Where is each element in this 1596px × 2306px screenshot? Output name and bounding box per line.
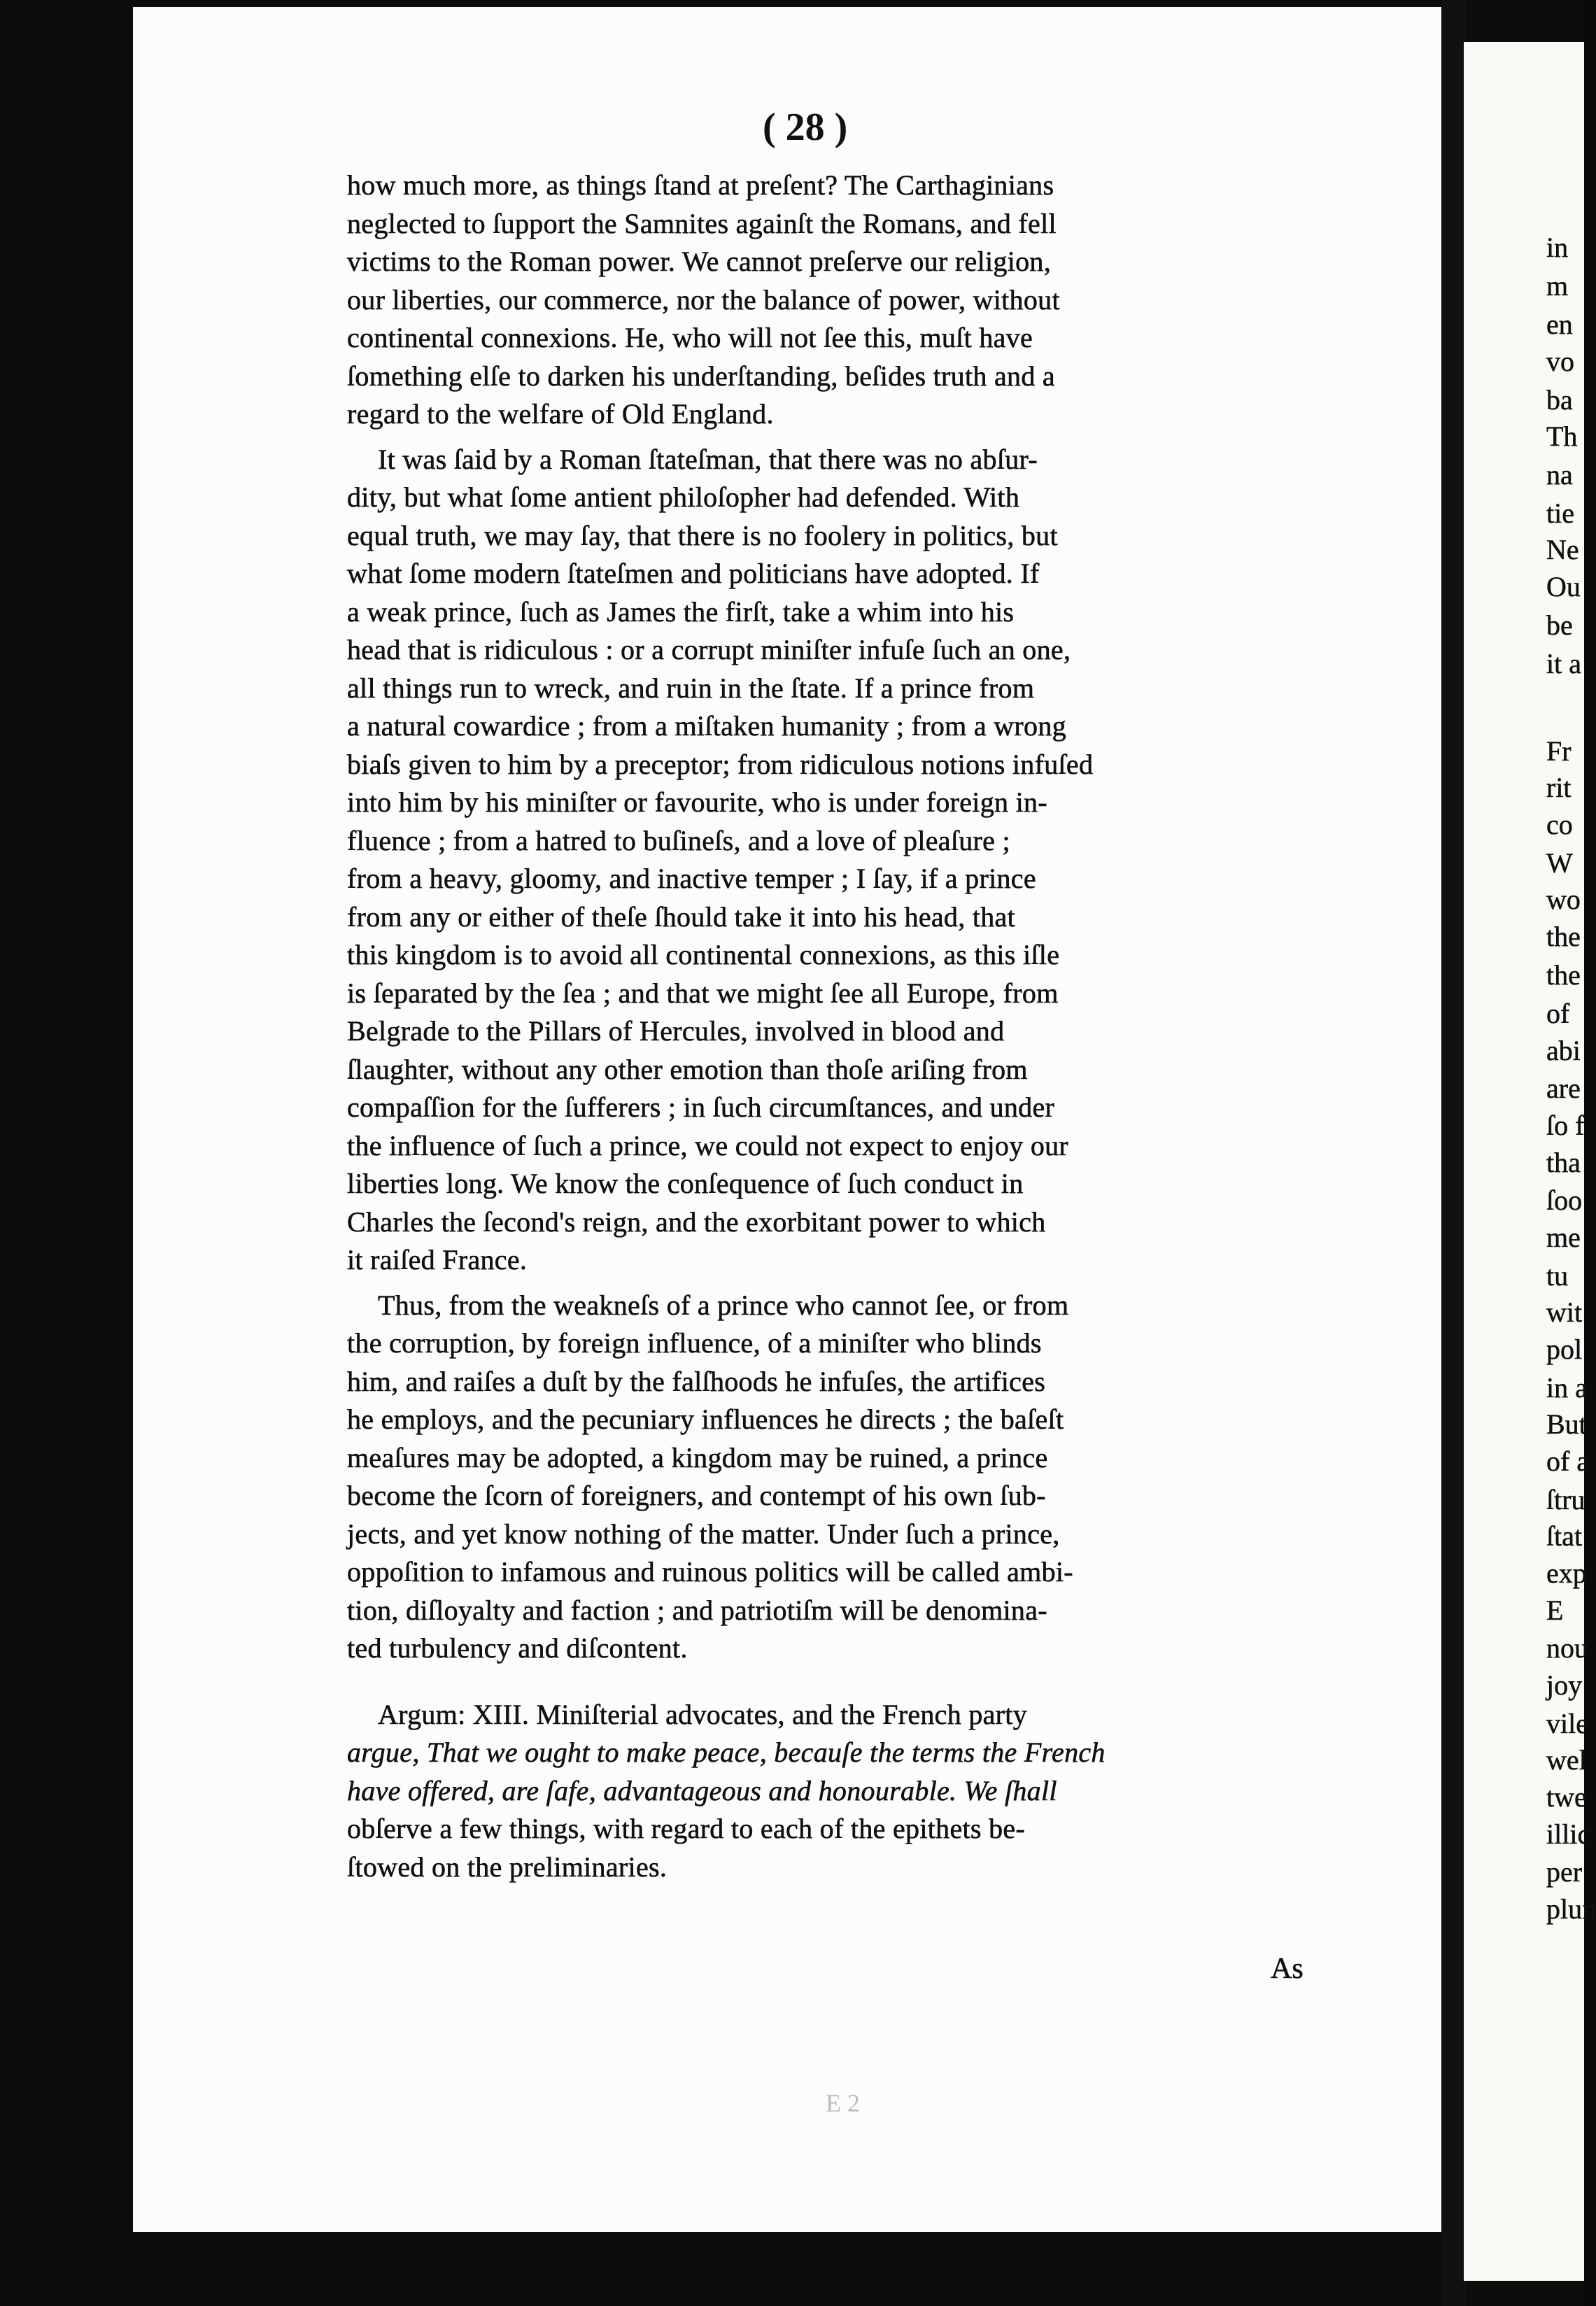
paragraph <box>347 1696 1334 1887</box>
text-line: obſerve a few things, with regard to each of the epithets be- <box>347 1813 1026 1844</box>
right-page-fragment: m <box>1546 270 1569 302</box>
right-page-fragment: ſo f <box>1546 1110 1585 1141</box>
text-line: head that is ridiculous : or a corrupt miniſter infuſe ſuch an one, <box>347 634 1071 665</box>
text-line: regard to the welfare of Old England. <box>347 398 774 430</box>
text-line: tion, diſloyalty and faction ; and patriotiſm will be denomina- <box>347 1594 1047 1626</box>
text-line: fluence ; from a hatred to buſineſs, and a love of pleaſure ; <box>347 824 1010 856</box>
text-line: Charles the ſecond's reign, and the exorbitant power to which <box>347 1205 1046 1238</box>
right-page-fragment: ſoo <box>1546 1184 1583 1216</box>
right-page-fragment: en <box>1546 309 1573 340</box>
text-line: have offered, are ſafe, advantageous and honourable. We ſhall <box>347 1774 1057 1806</box>
right-page-fragment: co <box>1546 809 1573 840</box>
text-line: dity, but what ſome antient philoſopher had defended. With <box>347 481 1020 513</box>
text-line: into him by his miniſter or favourite, who is under foreign in- <box>347 786 1047 818</box>
text-line: a weak prince, ſuch as James the firſt, take a whim into his <box>347 595 1015 628</box>
text-line: he employs, and the pecuniary influences he directs ; the baſeſt <box>347 1403 1064 1435</box>
text-line: biaſs given to him by a preceptor; from ridiculous notions infuſed <box>347 748 1094 780</box>
page-body <box>347 167 1334 1886</box>
right-page-fragment: of a <box>1546 1445 1590 1477</box>
right-page-fragment: it a <box>1546 648 1581 679</box>
text-line: the influence of ſuch a prince, we could not expect to enjoy our <box>347 1129 1069 1161</box>
right-page-fragment: Th <box>1546 420 1578 452</box>
text-line: is ſeparated by the ſea ; and that we might ſee all Europe, from <box>347 977 1059 1009</box>
text-line: this kingdom is to avoid all continental connexions, as this iſle <box>347 939 1060 970</box>
right-page-fragment: tu <box>1546 1260 1569 1292</box>
right-page-fragment: me <box>1546 1222 1581 1253</box>
page-number: ( 28 ) <box>763 106 848 149</box>
text-line: a natural cowardice ; from a miſtaken humanity ; from a wrong <box>347 710 1066 742</box>
right-page-fragment: in a <box>1546 1372 1588 1403</box>
right-page-fragment: are <box>1546 1073 1581 1104</box>
right-page-fragment: W <box>1546 847 1573 879</box>
text-line: ſomething elſe to darken his underſtanding, beſides truth and a <box>347 360 1055 392</box>
text-line: neglected to ſupport the Samnites againſt the Romans, and fell <box>347 207 1057 239</box>
right-page-fragment: But <box>1546 1408 1587 1440</box>
right-page-fragment: exp <box>1546 1557 1587 1589</box>
right-page-fragment: plun <box>1546 1893 1596 1925</box>
right-page-fragment: na <box>1546 459 1573 490</box>
right-page-fragment: nou <box>1546 1632 1588 1664</box>
right-page-fragment: vo <box>1546 346 1574 377</box>
right-page-fragment: wel <box>1546 1744 1587 1776</box>
text-line: from any or either of theſe ſhould take it into his head, that <box>347 900 1016 933</box>
text-line: equal truth, we may ſay, that there is no foolery in politics, but <box>347 519 1058 551</box>
right-page-fragment: tha <box>1546 1147 1581 1178</box>
right-page-fragment: be <box>1546 609 1573 641</box>
right-page-fragment: ſtat <box>1546 1520 1583 1552</box>
right-page-fragment: E <box>1546 1594 1564 1626</box>
right-page-fragment: abi <box>1546 1035 1581 1066</box>
signature-mark: E 2 <box>826 2089 860 2117</box>
right-page-fragment: rit <box>1546 772 1572 803</box>
text-line: argue, That we ought to make peace, becauſe the terms the French <box>347 1736 1106 1768</box>
right-page-fragment: illic <box>1546 1818 1590 1850</box>
text-line: victims to the Roman power. We cannot preſerve our religion, <box>347 246 1052 277</box>
right-page-fragment: ſtru <box>1546 1484 1586 1515</box>
right-page-fragment: the <box>1546 959 1581 991</box>
paragraph <box>347 441 1334 1280</box>
text-line: oppoſition to infamous and ruinous politics will be called ambi- <box>347 1556 1073 1587</box>
text-line: our liberties, our commerce, nor the balance of power, without <box>347 283 1060 316</box>
text-line: continental connexions. He, who will not ſee this, muſt have <box>347 322 1033 353</box>
right-page-fragment: wo <box>1546 884 1581 915</box>
right-page-fragment: joy <box>1546 1669 1583 1701</box>
right-page-fragment: Ou <box>1546 571 1581 602</box>
right-page-fragment: the <box>1546 921 1581 952</box>
right-page-fragment: ba <box>1546 384 1573 416</box>
right-page-fragment: twe <box>1546 1781 1587 1813</box>
right-page-fragment: Fr <box>1546 735 1572 767</box>
text-line: how much more, as things ſtand at preſent? The Carthaginians <box>347 169 1054 201</box>
right-page-fragment: wit <box>1546 1296 1583 1328</box>
text-line: It was ſaid by a Roman ſtateſman, that there was no abſur- <box>378 443 1038 475</box>
right-page-fragment: of <box>1546 998 1570 1029</box>
right-page-fragment: vile <box>1546 1708 1588 1739</box>
right-page-fragment: Ne <box>1546 534 1579 565</box>
right-page-fragment: per <box>1546 1856 1583 1888</box>
text-line: him, and raiſes a duſt by the falſhoods he infuſes, the artifices <box>347 1365 1046 1397</box>
right-page-fragment: tie <box>1546 497 1574 529</box>
text-line: ſlaughter, without any other emotion than thoſe ariſing from <box>347 1053 1028 1085</box>
text-line: liberties long. We know the conſequence of ſuch conduct in <box>347 1168 1024 1199</box>
text-line: from a heavy, gloomy, and inactive temper ; I ſay, if a prince <box>347 863 1036 894</box>
text-line: all things run to wreck, and ruin in the ſtate. If a prince from <box>347 672 1035 704</box>
text-line: compaſſion for the ſufferers ; in ſuch circumſtances, and under <box>347 1091 1055 1123</box>
paragraph <box>347 167 1334 434</box>
right-page-fragment: in <box>1546 232 1569 263</box>
text-line: ted turbulency and diſcontent. <box>347 1632 688 1664</box>
book-gutter <box>1441 0 1467 2306</box>
text-line: meaſures may be adopted, a kingdom may be ruined, a prince <box>347 1441 1048 1473</box>
text-line: ſtowed on the preliminaries. <box>347 1851 668 1883</box>
catchword: As <box>1271 1953 1304 1985</box>
text-line: jects, and yet know nothing of the matter. Under ſuch a prince, <box>347 1518 1060 1550</box>
text-line: the corruption, by foreign influence, of a miniſter who blinds <box>347 1327 1042 1359</box>
text-line: become the ſcorn of foreigners, and contempt of his own ſub- <box>347 1480 1046 1511</box>
paragraph <box>347 1287 1334 1668</box>
right-page-fragment: pol <box>1546 1334 1583 1365</box>
text-line: what ſome modern ſtateſmen and politicians have adopted. If <box>347 558 1040 589</box>
text-line: Thus, from the weakneſs of a prince who cannot ſee, or from <box>378 1289 1069 1321</box>
text-line: Argum: XIII. Miniſterial advocates, and the French party <box>378 1698 1028 1730</box>
text-line: Belgrade to the Pillars of Hercules, involved in blood and <box>347 1015 1005 1047</box>
text-line: it raiſed France. <box>347 1244 528 1275</box>
